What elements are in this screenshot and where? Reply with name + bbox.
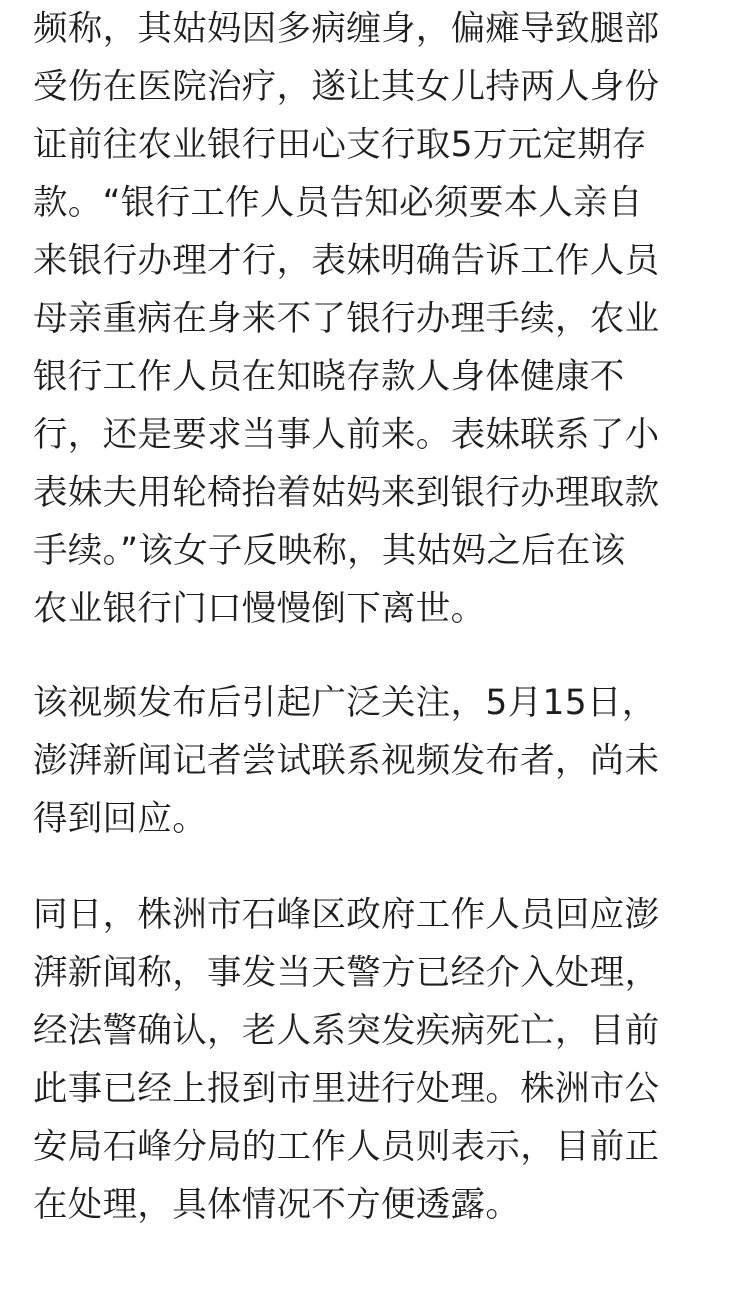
text-line: 在处理，具体情况不方便透露。 (33, 1185, 521, 1225)
text-line: 同日，株洲市石峰区政府工作人员回应澎 (33, 895, 660, 935)
text-line: 证前往农业银行田心支行取5万元定期存 (33, 125, 647, 165)
text-line: 安局石峰分局的工作人员则表示，目前正 (33, 1127, 660, 1167)
article-body (33, 0, 723, 1234)
text-line: 农业银行门口慢慢倒下离世。 (33, 589, 486, 629)
text-line: 经法警确认，老人系突发疾病死亡，目前 (33, 1011, 660, 1051)
text-line: 湃新闻称，事发当天警方已经介入处理， (33, 953, 660, 993)
paragraph-spacer (33, 848, 723, 886)
text-line: 频称，其姑妈因多病缠身，偏瘫导致腿部 (33, 9, 660, 49)
text-line: 得到回应。 (33, 799, 207, 839)
text-line: 行，还是要求当事人前来。表妹联系了小 (33, 415, 660, 455)
text-line: 来银行办理才行，表妹明确告诉工作人员 (33, 241, 660, 281)
text-line: 表妹夫用轮椅抬着姑妈来到银行办理取款 (33, 473, 660, 513)
paragraph-1 (33, 0, 723, 638)
text-line: 银行工作人员在知晓存款人身体健康不 (33, 357, 625, 397)
text-line: 受伤在医院治疗，遂让其女儿持两人身份 (33, 67, 660, 107)
text-line: 母亲重病在身来不了银行办理手续，农业 (33, 299, 660, 339)
paragraph-spacer (33, 638, 723, 674)
text-line: 澎湃新闻记者尝试联系视频发布者，尚未 (33, 741, 660, 781)
text-line: 此事已经上报到市里进行处理。株洲市公 (33, 1069, 660, 1109)
text-line: 该视频发布后引起广泛关注，5月15日， (33, 683, 657, 723)
paragraph-2 (33, 674, 723, 848)
paragraph-3 (33, 886, 723, 1234)
text-line: 款。“银行工作人员告知必须要本人亲自 (33, 183, 643, 223)
text-line: 手续。”该女子反映称，其姑妈之后在该 (33, 531, 626, 571)
